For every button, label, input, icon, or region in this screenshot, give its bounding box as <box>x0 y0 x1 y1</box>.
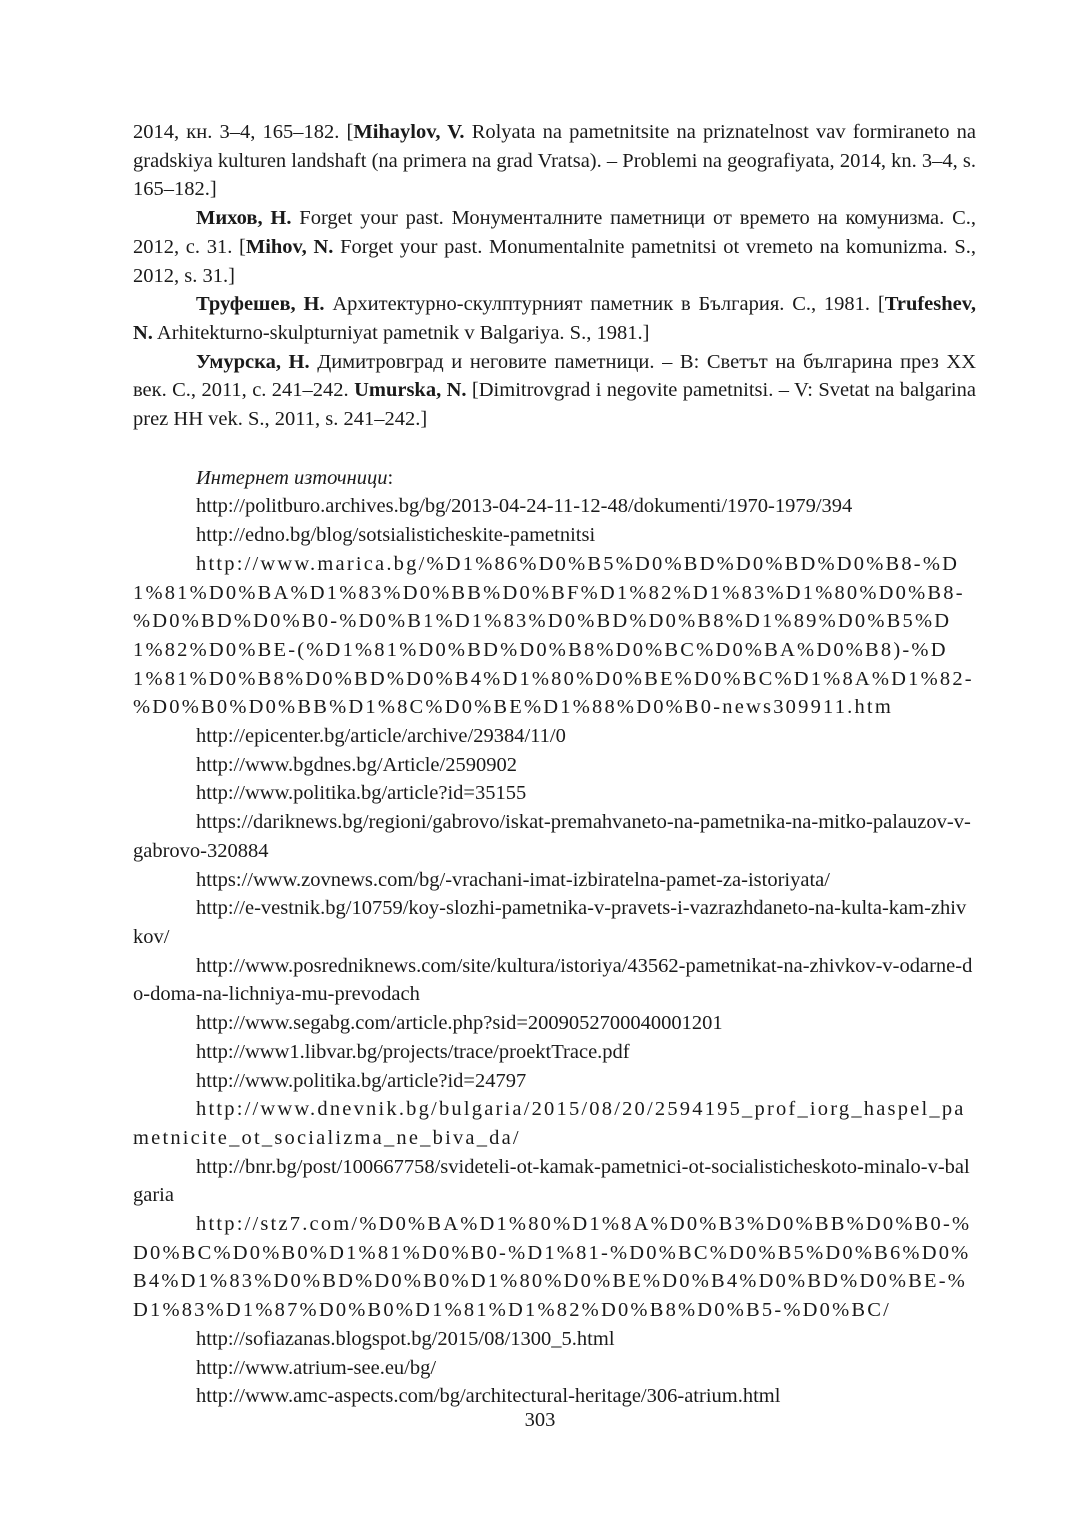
reference-translit-author: Mihov, N. <box>245 235 334 258</box>
source-url[interactable]: http://www.marica.bg/%D1%86%D0%B5%D0%BD%D0%BD%D0%B8-%D1%81%D0%BA%D1%83%D0%BB%D0%BF%D1%82%D1%83%D1%80%D0%B8-%D0%BD%D0%B0-%D0%B1%D1%83%D0%BD%D0%B8%D1%89%D0%B5%D1%82%D0%BE-(%D1%81%D0%BD%D0%B8%D0%BC%D0%BA%D0%B8)-%D1%81%D0%B8%D0%BD%D0%B4%D1%80%D0%BE%D0%BC%D1%8A%D1%82-%D0%B0%D0%BB%D1%8C%D0%BE%D1%88%D0%B0-news309911.htm <box>133 552 974 719</box>
reference-author: Михов, Н. <box>196 207 292 230</box>
source-url[interactable]: https://dariknews.bg/regioni/gabrovo/iskat-premahvaneto-na-pametnika-na-mitko-palauzov-v-gabrovo-320884 <box>133 811 971 862</box>
source-url[interactable]: http://www.dnevnik.bg/bulgaria/2015/08/20/2594195_prof_iorg_haspel_pametnicite_ot_socializma_ne_biva_da/ <box>133 1098 966 1149</box>
reference-list <box>133 118 976 1411</box>
reference-author: Умурска, Н. <box>196 350 310 373</box>
source-url[interactable]: http://www1.libvar.bg/projects/trace/proektTrace.pdf <box>196 1040 630 1063</box>
source-url[interactable]: http://www.bgdnes.bg/Article/2590902 <box>196 753 517 776</box>
page-number: 303 <box>524 1409 556 1431</box>
source-url[interactable]: http://epicenter.bg/article/archive/29384/11/0 <box>196 725 566 748</box>
reference-entry: Труфешев, Н. Архитектурно-скулптурният паметник в България. С., 1981. [Trufeshev, N. Arhitekturno-skulpturniyat pametnik v Balgariya. S., 1981.] <box>133 293 976 344</box>
source-url[interactable]: http://e-vestnik.bg/10759/koy-slozhi-pametnika-v-pravets-i-vazrazhdaneto-na-kulta-kam-zhivkov/ <box>133 897 967 948</box>
reference-entry: 2014, кн. 3–4, 165–182. [Mihaylov, V. Rolyata na pametnitsite na priznatelnost vav formiraneto na gradskiya kulturen landshaft (na primera na grad Vratsa). – Problemi na geografiyata, 2014, kn. 3–4, s. 165–182.] <box>133 121 976 201</box>
source-url[interactable]: http://politburo.archives.bg/bg/2013-04-24-11-12-48/dokumenti/1970-1979/394 <box>196 495 853 518</box>
source-url[interactable]: http://www.atrium-see.eu/bg/ <box>196 1356 437 1379</box>
reference-translit-author: Umurska, N. <box>354 379 467 402</box>
reference-entry: Умурска, Н. Димитровград и неговите паметници. – В: Светът на българина през ХХ век. С., 2011, с. 241–242. Umurska, N. [Dimitrovgrad i negovite pametnitsi. – V: Svetat na balgarina prez HH vek. S., 2011, s. 241–242.] <box>133 350 976 431</box>
source-url[interactable]: http://www.segabg.com/article.php?sid=2009052700040001201 <box>196 1012 723 1035</box>
source-url[interactable]: http://sofiazanas.blogspot.bg/2015/08/1300_5.html <box>196 1327 615 1350</box>
source-url[interactable]: http://edno.bg/blog/sotsialisticheskite-pametnitsi <box>196 524 596 547</box>
source-url[interactable]: https://www.zovnews.com/bg/-vrachani-imat-izbiratelna-pamet-za-istoriyata/ <box>196 868 830 891</box>
source-url[interactable]: http://stz7.com/%D0%BA%D1%80%D1%8A%D0%B3%D0%BB%D0%B0-%D0%BC%D0%B0%D1%81%D0%B0-%D1%81-%D0%BC%D0%B5%D0%B6%D0%B4%D1%83%D0%BD%D0%B0%D1%80%D0%BE%D0%B4%D0%BD%D0%BE-%D1%83%D1%87%D0%B0%D1%81%D1%82%D0%B8%D0%B5-%D0%BC/ <box>133 1213 972 1322</box>
source-url[interactable]: http://www.amc-aspects.com/bg/architectural-heritage/306-atrium.html <box>196 1385 781 1408</box>
reference-translit-author: Trufeshev, N. <box>133 293 976 344</box>
internet-sources-heading: Интернет източници: <box>196 466 394 489</box>
source-url[interactable]: http://www.politika.bg/article?id=35155 <box>196 782 527 805</box>
reference-translit-author: Mihaylov, V. <box>353 121 465 143</box>
reference-author: Труфешев, Н. <box>196 293 325 316</box>
reference-entry: Михов, Н. Forget your past. Монументалните паметници от времето на комунизма. С., 2012, с. 31. [Mihov, N. Forget your past. Monumentalnite pametnitsi ot vremeto na komunizma. S., 2012, s. 31.] <box>133 207 977 287</box>
source-url[interactable]: http://bnr.bg/post/100667758/svideteli-ot-kamak-pametnici-ot-socialisticheskoto-minalo-v-balgaria <box>133 1155 970 1207</box>
source-url[interactable]: http://www.posredniknews.com/site/kultura/istoriya/43562-pametnikat-na-zhivkov-v-odarne-do-doma-na-lichniya-mu-prevodach <box>133 954 973 1006</box>
source-url[interactable]: http://www.politika.bg/article?id=24797 <box>196 1069 527 1092</box>
section-gap <box>133 434 976 464</box>
